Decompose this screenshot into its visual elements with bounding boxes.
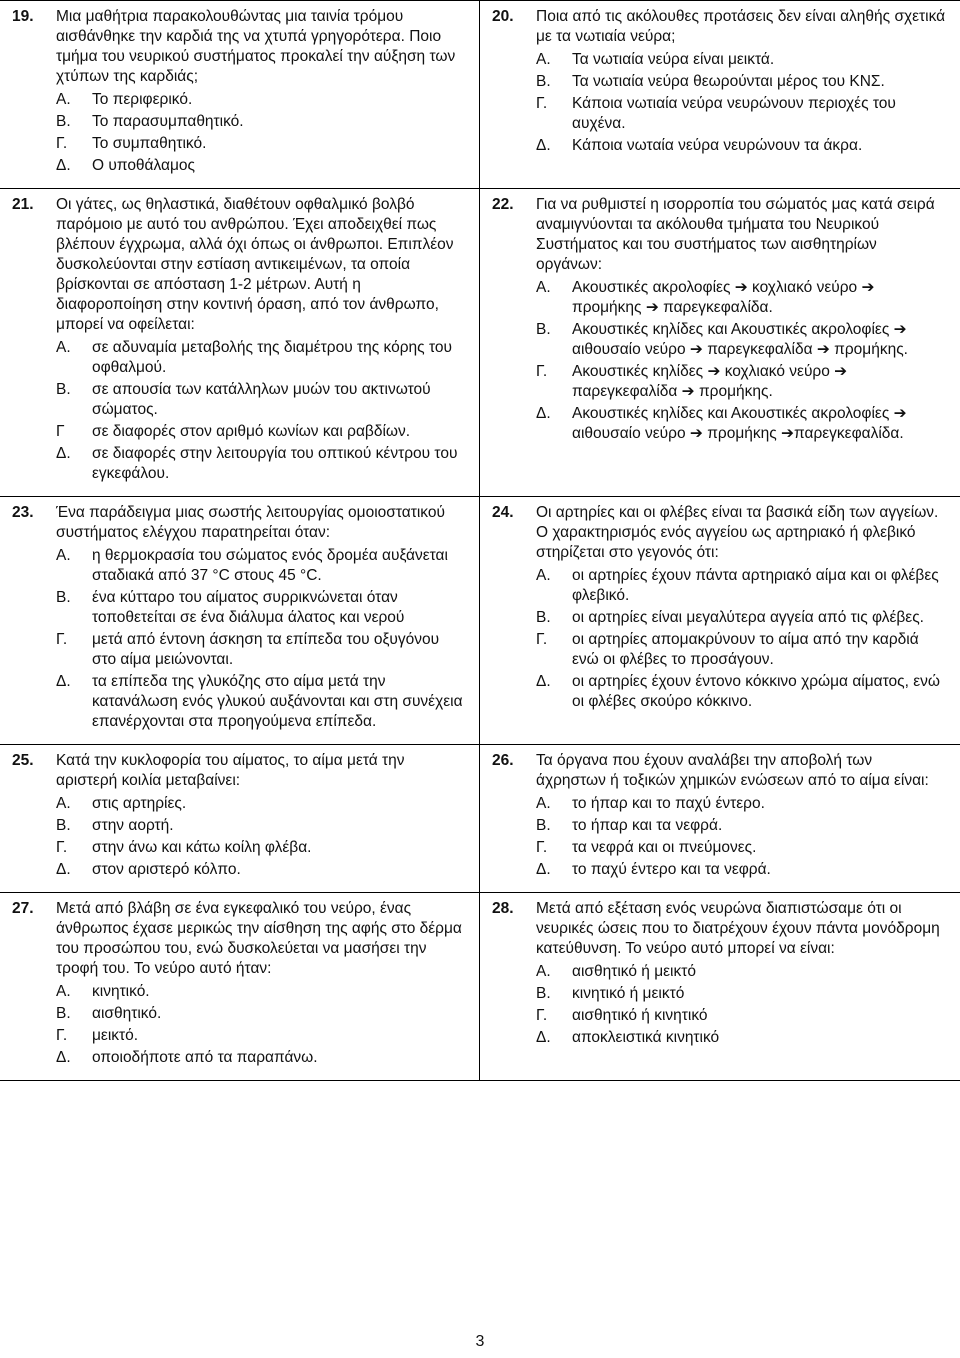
question-number: 19.	[12, 8, 34, 25]
option-c	[536, 1006, 946, 1026]
question-number: 26.	[492, 752, 514, 769]
question-stem: Τα όργανα που έχουν αναλάβει την αποβολή των άχρηστων ή τοξικών χημικών ενώσεων από το αίμα είναι:	[536, 752, 929, 789]
option-label: Γ.	[56, 631, 68, 648]
option-text: σε διαφορές στην λειτουργία του οπτικού κέντρου του εγκεφάλου.	[92, 445, 458, 482]
option-d	[536, 136, 946, 156]
question-row	[0, 892, 960, 1081]
option-label: Δ.	[536, 137, 551, 154]
question-body	[536, 503, 948, 732]
option-label: Β.	[536, 609, 551, 626]
option-label: Γ.	[536, 1007, 548, 1024]
question-number: 28.	[492, 900, 514, 917]
option-d	[56, 156, 465, 176]
question-19	[0, 1, 480, 188]
option-a	[56, 90, 465, 110]
option-label: Γ.	[56, 1027, 68, 1044]
option-text: το ήπαρ και τα νεφρά.	[572, 817, 723, 834]
option-label: Γ.	[536, 95, 548, 112]
question-body	[536, 751, 948, 880]
question-row	[0, 188, 960, 496]
option-label: Δ.	[536, 861, 551, 878]
question-stem: Μια μαθήτρια παρακολουθώντας μια ταινία τρόμου αισθάνθηκε την καρδιά της να χτυπά γρηγορότερα. Ποιο τμήμα του νευρικού συστήματος προκαλεί την αύξηση των χτύπων της καρδιάς;	[56, 8, 456, 85]
option-c	[56, 1026, 465, 1046]
option-label: Γ.	[536, 631, 548, 648]
option-c	[536, 94, 946, 134]
option-c	[56, 134, 465, 154]
option-text: οι αρτηρίες απομακρύνουν το αίμα από την καρδιά ενώ οι φλέβες το προσάγουν.	[572, 631, 919, 668]
question-stem: Ποια από τις ακόλουθες προτάσεις δεν είναι αληθής σχετικά με τα νωτιαία νεύρα;	[536, 8, 946, 45]
option-label: Α.	[536, 51, 551, 68]
option-a	[536, 962, 946, 982]
option-text: τα επίπεδα της γλυκόζης στο αίμα μετά την κατανάλωση ενός γλυκού αυξάνονται και στη συνέχεια επανέρχονται στα προηγούμενα επίπεδα.	[92, 673, 463, 730]
option-b	[56, 112, 465, 132]
option-text: κινητικό.	[92, 983, 150, 1000]
question-stem: Οι αρτηρίες και οι φλέβες είναι τα βασικά είδη των αγγείων. Ο χαρακτηρισμός ενός αγγείου ως αρτηριακό ή φλεβικό στηρίζεται στο γεγονός ότι:	[536, 504, 939, 561]
option-a	[536, 794, 946, 814]
option-b	[56, 816, 465, 836]
option-label: Β.	[56, 1005, 71, 1022]
option-text: Τα νωτιαία νεύρα είναι μεικτά.	[572, 51, 775, 68]
option-b	[536, 320, 946, 360]
option-label: Β.	[536, 73, 551, 90]
question-number: 23.	[12, 504, 34, 521]
option-label: Α.	[536, 795, 551, 812]
question-20	[480, 1, 960, 188]
option-a	[536, 278, 946, 318]
question-stem: Ένα παράδειγμα μιας σωστής λειτουργίας ομοιοστατικού συστήματος ελέγχου παρατηρείται όταν:	[56, 504, 445, 541]
question-stem: Οι γάτες, ως θηλαστικά, διαθέτουν οφθαλμικό βολβό παρόμοιο με αυτό του ανθρώπου. Έχει αποδειχθεί πως βλέπουν έγχρωμα, αλλά όχι όπως οι άνθρωποι. Επιπλέον δυσκολεύονται στην εστίαση αντικειμένων, τα οποία βρίσκονται σε απόσταση 1-2 μέτρων. Αυτή η διαφοροποίηση στην κοντινή όραση, από τον άνθρωπο, μπορεί να οφείλεται:	[56, 196, 454, 333]
question-number: 24.	[492, 504, 514, 521]
option-label: Δ.	[536, 405, 551, 422]
option-text: μεικτό.	[92, 1027, 139, 1044]
option-text: οι αρτηρίες είναι μεγαλύτερα αγγεία από τις φλέβες.	[572, 609, 924, 626]
option-d	[536, 404, 946, 444]
option-b	[536, 816, 946, 836]
option-label: Α.	[56, 91, 71, 108]
option-a	[536, 50, 946, 70]
option-text: οι αρτηρίες έχουν πάντα αρτηριακό αίμα και οι φλέβες φλεβικό.	[572, 567, 939, 604]
option-text: ένα κύτταρο του αίματος συρρικνώνεται όταν τοποθετείται σε ένα διάλυμα άλατος και νερού	[92, 589, 405, 626]
option-c	[536, 362, 946, 402]
option-label: Α.	[56, 547, 71, 564]
option-label: Δ.	[56, 157, 71, 174]
option-b	[56, 588, 465, 628]
option-text: Το περιφερικό.	[92, 91, 193, 108]
option-text: αισθητικό.	[92, 1005, 162, 1022]
option-text: κινητικό ή μεικτό	[572, 985, 685, 1002]
question-27	[0, 893, 480, 1080]
question-24	[480, 497, 960, 744]
option-label: Β.	[56, 817, 71, 834]
question-body	[56, 503, 467, 732]
option-label: Δ.	[56, 861, 71, 878]
question-body	[56, 751, 467, 880]
option-text: το παχύ έντερο και τα νεφρά.	[572, 861, 771, 878]
question-stem: Μετά από βλάβη σε ένα εγκεφαλικό του νεύρο, ένας άνθρωπος έχασε μερικώς την αίσθηση της αφής στο δέρμα του προσώπου του, ενώ δυσκολεύεται να μασήσει την τροφή του. Το νεύρο αυτό ήταν:	[56, 900, 462, 977]
option-text: Το συμπαθητικό.	[92, 135, 207, 152]
option-a	[536, 566, 946, 606]
option-text: στην αορτή.	[92, 817, 174, 834]
question-23	[0, 497, 480, 744]
option-text: Ακουστικές κηλίδες και Ακουστικές ακρολοφίες ➔ αιθουσαίο νεύρο ➔ προμήκης ➔παρεγκεφαλίδα.	[572, 405, 907, 442]
option-label: Β.	[536, 817, 551, 834]
option-c	[56, 422, 465, 442]
option-label: Β.	[56, 589, 71, 606]
option-a	[56, 982, 465, 1002]
option-d	[536, 860, 946, 880]
option-text: σε αδυναμία μεταβολής της διαμέτρου της κόρης του οφθαλμού.	[92, 339, 452, 376]
question-22	[480, 189, 960, 496]
option-text: τα νεφρά και οι πνεύμονες.	[572, 839, 757, 856]
option-label: Δ.	[56, 673, 71, 690]
question-row	[0, 0, 960, 188]
question-28	[480, 893, 960, 1080]
question-stem: Μετά από εξέταση ενός νευρώνα διαπιστώσαμε ότι οι νευρικές ώσεις που το διατρέχουν έχουν πάντα μονόδρομη κατεύθυνση. Το νεύρο αυτό μπορεί να είναι:	[536, 900, 940, 957]
question-row	[0, 744, 960, 892]
question-body	[536, 899, 948, 1068]
option-text: Ακουστικές ακρολοφίες ➔ κοχλιακό νεύρο ➔ προμήκης ➔ παρεγκεφαλίδα.	[572, 279, 875, 316]
option-label: Α.	[56, 983, 71, 1000]
question-row	[0, 496, 960, 744]
question-number: 25.	[12, 752, 34, 769]
option-label: Α.	[536, 963, 551, 980]
question-number: 22.	[492, 196, 514, 213]
option-label: Β.	[56, 381, 71, 398]
option-b	[536, 608, 946, 628]
option-label: Α.	[536, 567, 551, 584]
option-label: Β.	[536, 321, 551, 338]
option-d	[56, 860, 465, 880]
option-text: Ακουστικές κηλίδες και Ακουστικές ακρολοφίες ➔ αιθουσαίο νεύρο ➔ παρεγκεφαλίδα ➔ προμήκης.	[572, 321, 908, 358]
option-label: Γ	[56, 423, 65, 440]
question-body	[56, 195, 467, 484]
option-label: Γ.	[56, 135, 68, 152]
option-d	[56, 672, 465, 732]
option-label: Γ.	[536, 839, 548, 856]
option-text: η θερμοκρασία του σώματος ενός δρομέα αυξάνεται σταδιακά από 37 °C στους 45 °C.	[92, 547, 448, 584]
question-number: 21.	[12, 196, 34, 213]
option-text: οποιοδήποτε από τα παραπάνω.	[92, 1049, 318, 1066]
option-text: Τα νωτιαία νεύρα θεωρούνται μέρος του ΚΝΣ.	[572, 73, 885, 90]
option-text: Ακουστικές κηλίδες ➔ κοχλιακό νεύρο ➔ παρεγκεφαλίδα ➔ προμήκης.	[572, 363, 848, 400]
question-stem: Κατά την κυκλοφορία του αίματος, το αίμα μετά την αριστερή κοιλία μεταβαίνει:	[56, 752, 405, 789]
option-label: Α.	[56, 339, 71, 356]
option-text: στην άνω και κάτω κοίλη φλέβα.	[92, 839, 312, 856]
option-label: Β.	[56, 113, 71, 130]
question-body	[56, 899, 467, 1068]
option-label: Δ.	[536, 1029, 551, 1046]
question-body	[536, 7, 948, 176]
question-body	[536, 195, 948, 484]
option-text: Ο υποθάλαμος	[92, 157, 196, 174]
option-label: Β.	[536, 985, 551, 1002]
option-b	[56, 380, 465, 420]
option-b	[536, 984, 946, 1004]
question-25	[0, 745, 480, 892]
option-label: Α.	[536, 279, 551, 296]
question-number: 20.	[492, 8, 514, 25]
page-number: 3	[475, 1333, 485, 1350]
option-c	[56, 838, 465, 858]
option-a	[56, 546, 465, 586]
option-c	[536, 838, 946, 858]
option-text: στον αριστερό κόλπο.	[92, 861, 241, 878]
option-label: Α.	[56, 795, 71, 812]
option-d	[536, 1028, 946, 1048]
option-b	[56, 1004, 465, 1024]
option-d	[56, 444, 465, 484]
option-label: Γ.	[56, 839, 68, 856]
option-text: αποκλειστικά κινητικό	[572, 1029, 720, 1046]
question-stem: Για να ρυθμιστεί η ισορροπία του σώματός μας κατά σειρά αναμιγνύονται τα ακόλουθα τμήματα του Νευρικού Συστήματος και του συστήματος των αισθητηρίων οργάνων:	[536, 196, 935, 273]
option-a	[56, 794, 465, 814]
option-text: Το παρασυμπαθητικό.	[92, 113, 244, 130]
option-text: αισθητικό ή μεικτό	[572, 963, 696, 980]
option-b	[536, 72, 946, 92]
question-21	[0, 189, 480, 496]
option-a	[56, 338, 465, 378]
option-d	[536, 672, 946, 712]
option-text: Κάποια νωταία νεύρα νευρώνουν τα άκρα.	[572, 137, 863, 154]
option-text: Κάποια νωτιαία νεύρα νευρώνουν περιοχές του αυχένα.	[572, 95, 896, 132]
option-label: Δ.	[536, 673, 551, 690]
option-label: Γ.	[536, 363, 548, 380]
option-text: στις αρτηρίες.	[92, 795, 187, 812]
question-26	[480, 745, 960, 892]
option-text: μετά από έντονη άσκηση τα επίπεδα του οξυγόνου στο αίμα μειώνονται.	[92, 631, 440, 668]
question-number: 27.	[12, 900, 34, 917]
option-text: αισθητικό ή κινητικό	[572, 1007, 708, 1024]
option-label: Δ.	[56, 445, 71, 462]
option-text: το ήπαρ και το παχύ έντερο.	[572, 795, 765, 812]
option-d	[56, 1048, 465, 1068]
question-body	[56, 7, 467, 176]
option-label: Δ.	[56, 1049, 71, 1066]
option-c	[536, 630, 946, 670]
option-text: οι αρτηρίες έχουν έντονο κόκκινο χρώμα αίματος, ενώ οι φλέβες σκούρο κόκκινο.	[572, 673, 940, 710]
option-text: σε διαφορές στον αριθμό κωνίων και ραβδίων.	[92, 423, 411, 440]
option-text: σε απουσία των κατάλληλων μυών του ακτινωτού σώματος.	[92, 381, 431, 418]
option-c	[56, 630, 465, 670]
